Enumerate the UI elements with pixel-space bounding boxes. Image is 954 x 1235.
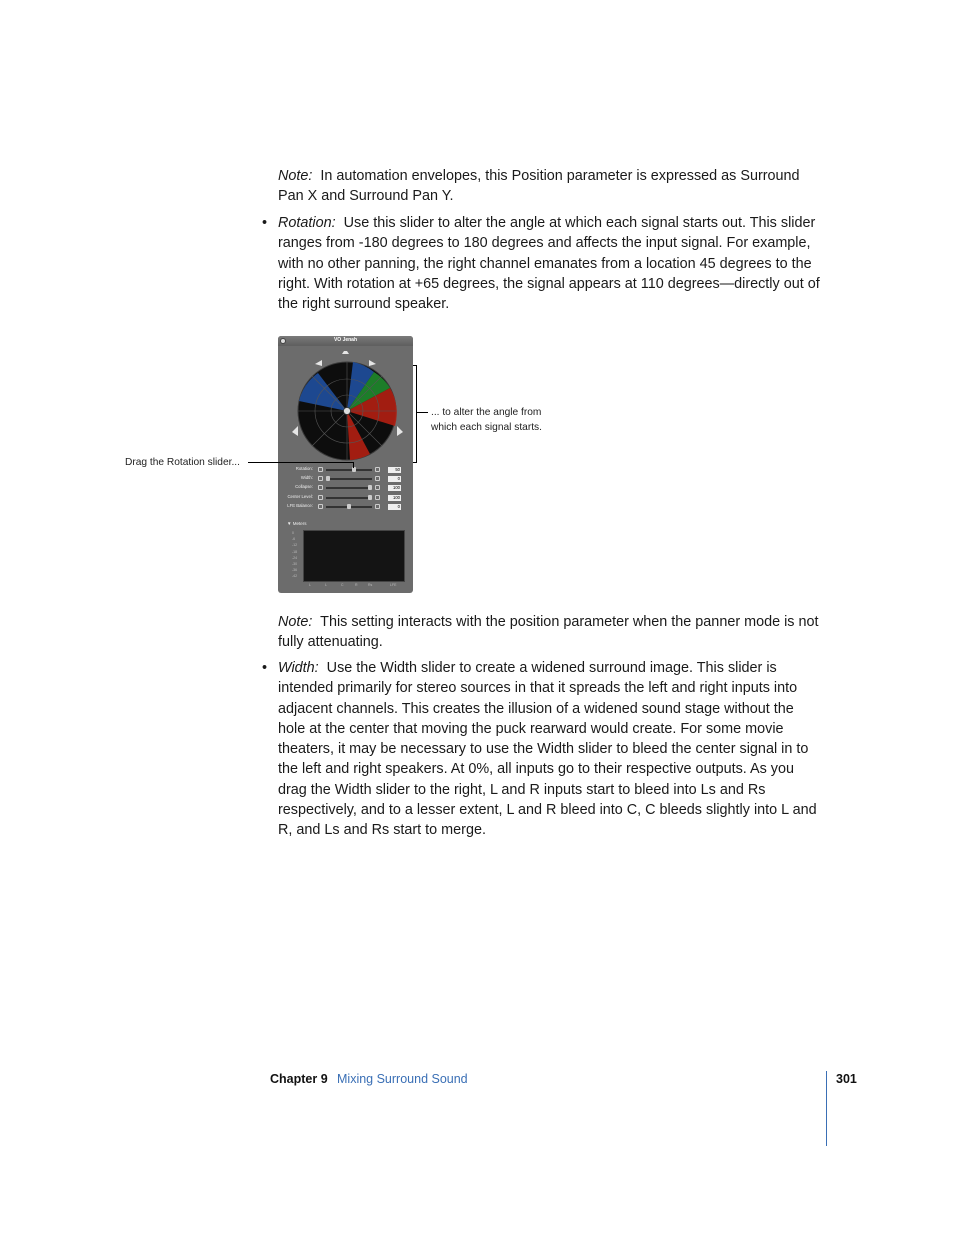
panner-title: VO Jenah bbox=[333, 337, 358, 343]
param-row bbox=[278, 493, 413, 502]
bracket-bottom bbox=[413, 462, 417, 463]
param-max-icon bbox=[375, 485, 380, 490]
meter-db-label: -18 bbox=[292, 549, 298, 554]
meter-db-label: -42 bbox=[292, 574, 298, 579]
param-slider-track[interactable] bbox=[326, 469, 372, 471]
param-slider-knob[interactable] bbox=[326, 476, 330, 481]
param-label: Rotation: bbox=[295, 466, 313, 471]
width-term: Width: bbox=[278, 660, 319, 676]
note-label: Note: bbox=[278, 614, 313, 630]
param-min-icon bbox=[318, 495, 323, 500]
rotation-text: Use this slider to alter the angle at which each signal starts out. This slider ranges from -180 degrees to 180 degrees and affects the input signal. For example, with no other panning, the right channel emanates from a location 45 degrees to the right. With rotation at +65 degrees, the signal appears at 110 degrees—directly out of the right surround speaker. bbox=[278, 215, 820, 313]
meter-db-label: 0 bbox=[292, 531, 294, 535]
callout-right-text-1: ... to alter the angle from bbox=[431, 407, 542, 418]
param-max-icon bbox=[375, 495, 380, 500]
meter-channel-label: R bbox=[355, 583, 358, 587]
param-value-field[interactable]: 100 bbox=[388, 495, 401, 501]
param-min-icon bbox=[318, 485, 323, 490]
width-text: Use the Width slider to create a widened surround image. This slider is intended primarily for stereo sources in that it spreads the left and right inputs into adjacent channels. This creates the illusion of a widened sound stage without the hole at the center that moving the puck rearward would create. For some movie theaters, it may be necessary to use the Width slider to bleed the center signal in to the left and right speakers. At 0%, all inputs go to their respective outputs. As you drag the Width slider to the right, L and R inputs start to bleed into Ls and Rs respectively, and to a lesser extent, L and R bleed into C, C bleeds slightly into L and R, and Ls and Rs start to merge. bbox=[278, 660, 817, 839]
param-label: Center Level: bbox=[287, 493, 313, 499]
callout-right-text-2: which each signal starts. bbox=[431, 422, 542, 433]
param-slider-knob[interactable] bbox=[368, 485, 372, 490]
param-slider-track[interactable] bbox=[326, 478, 372, 480]
meter-db-label: -24 bbox=[292, 555, 298, 560]
footer-chapter-title[interactable]: Mixing Surround Sound bbox=[337, 1072, 468, 1086]
left-speaker-icon bbox=[315, 360, 322, 366]
right-speaker-icon bbox=[369, 360, 376, 366]
meter-channel-label: L bbox=[325, 583, 327, 587]
bullet-marker: • bbox=[262, 215, 268, 231]
param-row bbox=[278, 502, 413, 511]
rotation-term: Rotation: bbox=[278, 215, 336, 231]
meter-channel-label: L bbox=[309, 583, 311, 587]
surround-panner-window bbox=[278, 336, 413, 593]
param-slider-track[interactable] bbox=[326, 487, 372, 489]
right-surround-speaker-icon bbox=[397, 426, 403, 436]
param-slider-knob[interactable] bbox=[368, 495, 372, 500]
left-surround-speaker-icon bbox=[292, 426, 298, 436]
meters-disclosure[interactable]: ▼ Meters bbox=[287, 521, 307, 526]
param-label: Collapse: bbox=[295, 484, 313, 490]
panner-titlebar bbox=[278, 336, 413, 346]
param-value-field[interactable]: 100 bbox=[388, 485, 401, 491]
param-row bbox=[278, 474, 413, 483]
meter-db-label: -6 bbox=[292, 537, 296, 542]
panner-puck bbox=[344, 408, 351, 415]
footer-chapter: Chapter 9 bbox=[270, 1072, 328, 1086]
param-slider-track[interactable] bbox=[326, 497, 372, 499]
second-note bbox=[278, 612, 823, 653]
param-label: Width: bbox=[300, 475, 313, 481]
rotation-item bbox=[278, 213, 823, 314]
param-max-icon bbox=[375, 476, 380, 481]
param-value-field[interactable]: 50 bbox=[388, 467, 401, 473]
param-max-icon bbox=[375, 504, 380, 509]
note-text: This setting interacts with the position parameter when the panner mode is not fully attenuating. bbox=[278, 614, 819, 651]
meter-channel-label: LFE bbox=[390, 583, 397, 587]
meter-channel-label: Rs bbox=[368, 583, 373, 587]
param-min-icon bbox=[318, 476, 323, 481]
page-number: 301 bbox=[836, 1072, 857, 1086]
meter-db-label: -36 bbox=[292, 568, 298, 573]
width-item bbox=[278, 658, 823, 841]
param-row bbox=[278, 465, 413, 474]
param-row bbox=[278, 483, 413, 492]
bracket-vertical bbox=[416, 365, 417, 463]
panner-field[interactable] bbox=[278, 346, 413, 471]
param-slider-knob[interactable] bbox=[347, 504, 351, 509]
param-value-field[interactable]: 0 bbox=[388, 476, 401, 482]
param-max-icon bbox=[375, 467, 380, 472]
callout-left-text: Drag the Rotation slider... bbox=[125, 457, 240, 468]
callout-line-left-tick bbox=[353, 462, 354, 468]
meter-channel-label: C bbox=[341, 583, 344, 587]
param-label: LFE Balance: bbox=[287, 502, 313, 508]
meters-display bbox=[303, 530, 405, 582]
param-min-icon bbox=[318, 504, 323, 509]
param-min-icon bbox=[318, 467, 323, 472]
note-label: Note: bbox=[278, 168, 313, 184]
meter-db-label: -12 bbox=[292, 543, 298, 548]
bullet-marker: • bbox=[262, 660, 268, 676]
meter-db-label: -30 bbox=[292, 562, 298, 566]
center-speaker-icon bbox=[342, 351, 349, 354]
intro-note bbox=[278, 166, 823, 207]
callout-line-left bbox=[248, 462, 354, 463]
footer-divider bbox=[826, 1071, 827, 1146]
param-value-field[interactable]: 0 bbox=[388, 504, 401, 510]
note-text: In automation envelopes, this Position parameter is expressed as Surround Pan X and Surround Pan Y. bbox=[278, 168, 800, 205]
callout-line-right bbox=[417, 412, 428, 413]
